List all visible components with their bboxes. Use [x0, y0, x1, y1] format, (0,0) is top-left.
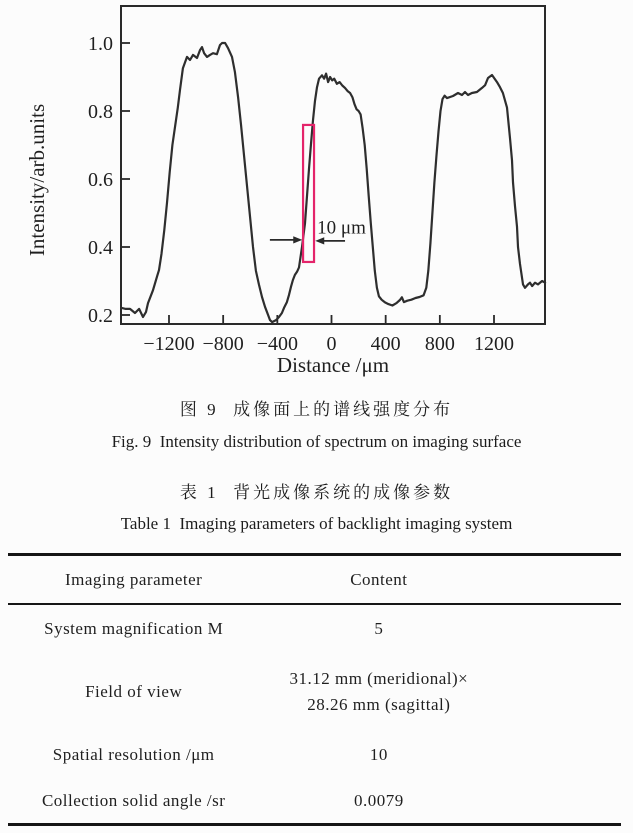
param-cell: System magnification M — [44, 619, 224, 638]
figure-caption-zh: 图 9 成像面上的谱线强度分布 — [179, 400, 454, 419]
intensity-curve — [122, 43, 545, 322]
content-cell — [259, 616, 498, 642]
table-row — [8, 653, 621, 731]
param-cell: Collection solid angle /sr — [41, 791, 226, 810]
annotation-label: 10 μm — [317, 217, 366, 239]
x-tick-label: 400 — [370, 333, 401, 355]
content-cell — [259, 788, 498, 814]
table-row — [8, 605, 621, 653]
table-header-param: Imaging parameter — [64, 569, 203, 589]
resolution-highlight-box — [303, 125, 314, 262]
imaging-parameters-table — [8, 553, 621, 826]
x-tick-label: 800 — [424, 333, 455, 355]
y-tick-label: 0.2 — [88, 305, 113, 327]
x-tick-label: −1200 — [143, 333, 195, 355]
x-tick-label: 0 — [326, 333, 337, 355]
table-body — [8, 605, 621, 823]
plot-border — [121, 6, 545, 324]
left-arrow-head — [293, 236, 302, 243]
y-tick-label: 0.6 — [88, 169, 113, 191]
content-line: 0.0079 — [353, 790, 404, 810]
table-header-row — [8, 556, 621, 605]
y-tick-label: 1.0 — [88, 33, 113, 55]
param-cell: Spatial resolution /μm — [52, 745, 215, 764]
table-row — [8, 731, 621, 779]
y-tick-label: 0.8 — [88, 101, 113, 123]
table-row — [8, 779, 621, 823]
param-cell: Field of view — [85, 682, 183, 701]
x-tick-label: −400 — [256, 333, 298, 355]
table-caption-en: Table 1 Imaging parameters of backlight imaging system — [120, 514, 513, 533]
content-cell — [259, 742, 498, 768]
content-line: 28.26 mm (sagittal) — [307, 695, 451, 714]
y-axis-title: Intensity/arb.units — [25, 103, 49, 257]
x-tick-label: −800 — [202, 333, 244, 355]
figure-caption-en: Fig. 9 Intensity distribution of spectrum on imaging surface — [111, 432, 522, 451]
x-axis-title: Distance /μm — [276, 353, 390, 377]
x-tick-label: 1200 — [474, 333, 515, 355]
table-caption-zh: 表 1 背光成像系统的成像参数 — [179, 483, 454, 502]
content-cell — [259, 666, 498, 719]
y-tick-label: 0.4 — [88, 237, 113, 259]
content-line: 5 — [374, 618, 384, 638]
table-header-content: Content — [350, 569, 408, 589]
intensity-distribution-chart — [0, 0, 633, 380]
content-line: 10 — [369, 744, 388, 764]
content-line: 31.12 mm (meridional)× — [289, 668, 469, 688]
